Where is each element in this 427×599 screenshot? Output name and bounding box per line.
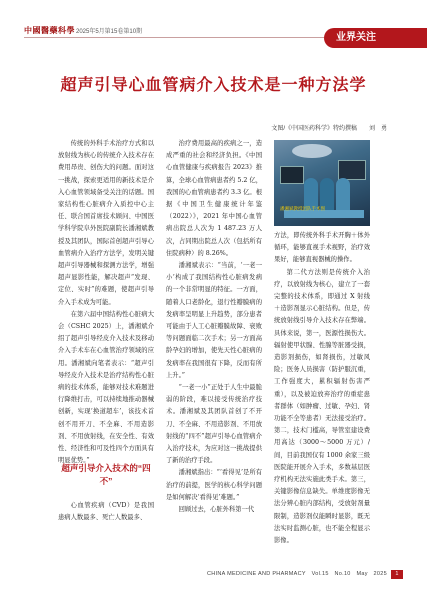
paragraph: 传统的外科手术治疗方式和以放射线为核心的传统介入技术存在费用昂贵、创伤大的问题。面对这一挑战，探索更适用的新技术是介入心血管领域备受关注的话题。国家结构性心脏病介入质控中心主任、联合国首席技术顾问、中国医学科学院阜外医院副院长潘湘斌教授及其团队，国际首创超声引导心血管病介入治疗方法学，发明关键超声引导器械和探测方法学，增强超声显影性能，解决超声“发现、定位、实时”的难题，使超声引导介入手术成为可能。 xyxy=(58,140,154,306)
article-title: 超声引导心血管病介入技术是一种方法学 xyxy=(60,75,367,94)
surgeon-figure xyxy=(336,178,350,214)
paragraph: 在第六届中国结构性心脏病大会（CSHC 2025）上，潘湘斌介绍了超声引导经皮介入技术及移动介入手术车在心血管治疗领域的应用。潘湘斌向笔者表示：“超声引导经皮介入技术是治疗结构性心脏病的技术体系，能够对技术难题进行降维打击，可以持续地推动器械创新，实现‘换道超车’，该技术首创不用开刀、不全麻、不用造影剂、不用放射线，在安全性、有效性、经济性和可及性四个方面具有明显优势。” xyxy=(58,310,154,465)
section-subheading: 超声引导介入技术的“四不” xyxy=(61,463,151,486)
paragraph: 方法，即传统外科手术开胸＋体外循环，能够直视手术视野，治疗效果好，能够直视器械的操作。 xyxy=(274,232,370,264)
paragraph: 回顾过去，心脏外科第一代 xyxy=(178,506,255,514)
surgery-photo xyxy=(274,140,370,226)
paragraph: 心血管疾病（CVD）是我国患病人数最多、死亡人数最多、 xyxy=(58,502,154,522)
monitor-left xyxy=(280,166,304,184)
paragraph: 治疗费用最高的疾病之一，造成严重的社会和经济负担。《中国心血管健康与疾病报告 2023》推算，全球心血管病患者约 5.2 亿，我国的心血管病患者约 3.3 亿。根据《中国卫生健康统计年鉴（2022）》，2021 年中国心血管病出院总人次为 1 487.23 万人次，占同期出院总人次（包括所有住院病种）的 8.26%。 xyxy=(166,140,262,257)
column-1-continued xyxy=(58,500,154,524)
surgical-light xyxy=(292,144,332,158)
journal-name: 中國醫藥科學 xyxy=(24,25,75,35)
page-header xyxy=(0,0,427,44)
paragraph: 潘湘斌指出：“‘看得见’是所有治疗的前提，医学的核心科学问题是如何解决‘看得见’难题。” xyxy=(166,469,262,501)
paragraph: “一老一小”正处于人生中最脆弱的阶段，难以接受传统治疗技术。潘湘斌及其团队首创了不开刀、不全麻、不用造影剂、不用放射线的“四不”超声引导心血管病介入治疗技术，为应对这一挑战提供了新的治疗手段。 xyxy=(166,384,262,465)
column-3 xyxy=(274,230,370,547)
header-divider xyxy=(24,37,324,38)
page-number: 1 xyxy=(391,570,403,579)
footer-journal-info: CHINA MEDICINE AND PHARMACY Vol.15 No.10 May 2025 xyxy=(207,571,387,577)
paragraph: 潘湘斌表示：“当前，‘一老一小’构成了我国结构性心脏病发病的一个非常明显的特征。一方面，随着人口老龄化，退行性瓣膜病的发病率呈明显上升趋势，部分患者可能由于人工心脏瓣膜故障、衰败等问题面临二次手术；另一方面高龄孕妇的增加，使先天性心脏病的发病率在我国很有下降，反而有所上升。” xyxy=(166,262,262,379)
monitor-right xyxy=(338,160,366,180)
section-tag: 业界关注 xyxy=(324,28,427,48)
column-1 xyxy=(58,138,154,467)
byline: 文图/《中国医药科学》特约撰稿 刘 勇 xyxy=(271,126,387,132)
issue-info: 2025年5月第15卷第10期 xyxy=(76,29,143,35)
photo-caption: 潘湘斌教授团队手术图 xyxy=(280,206,325,211)
page-footer xyxy=(207,569,403,579)
column-2 xyxy=(166,138,262,516)
paragraph: 第二代方法则是传统介入治疗，以放射线为核心，建立了一套完整的技术体系，即通过 X 射线＋造影剂显示心脏结构。但是，传统放射线引导介入技术存在弊端。具体来说，第一，医源性损伤大。辐射使甲状腺、性腺等脏器受损，造影剂损伤，如肾损伤，过敏风险；医务人员损害（防护服沉重，工作强度大，累积辐射伤害严重），以及被迫放弃治疗的重症患者群体（如肿瘤、过敏、孕妇、肾功能不全等患者）无法接受治疗。第二，技术门槛高，导管室建设费用高达（3000～5000 万元）/间，目前我国仅有 1000 余家三级医院能开展介入手术，多数基层医疗机构无法实施此类手术。第三，关键影像信息缺失。单维度影像无法分辨心脏内部结构，受放射剂量限制，造影剂仅能瞬时显影，既无法实时监测心脏，也不能全程显示影像。 xyxy=(274,268,370,545)
